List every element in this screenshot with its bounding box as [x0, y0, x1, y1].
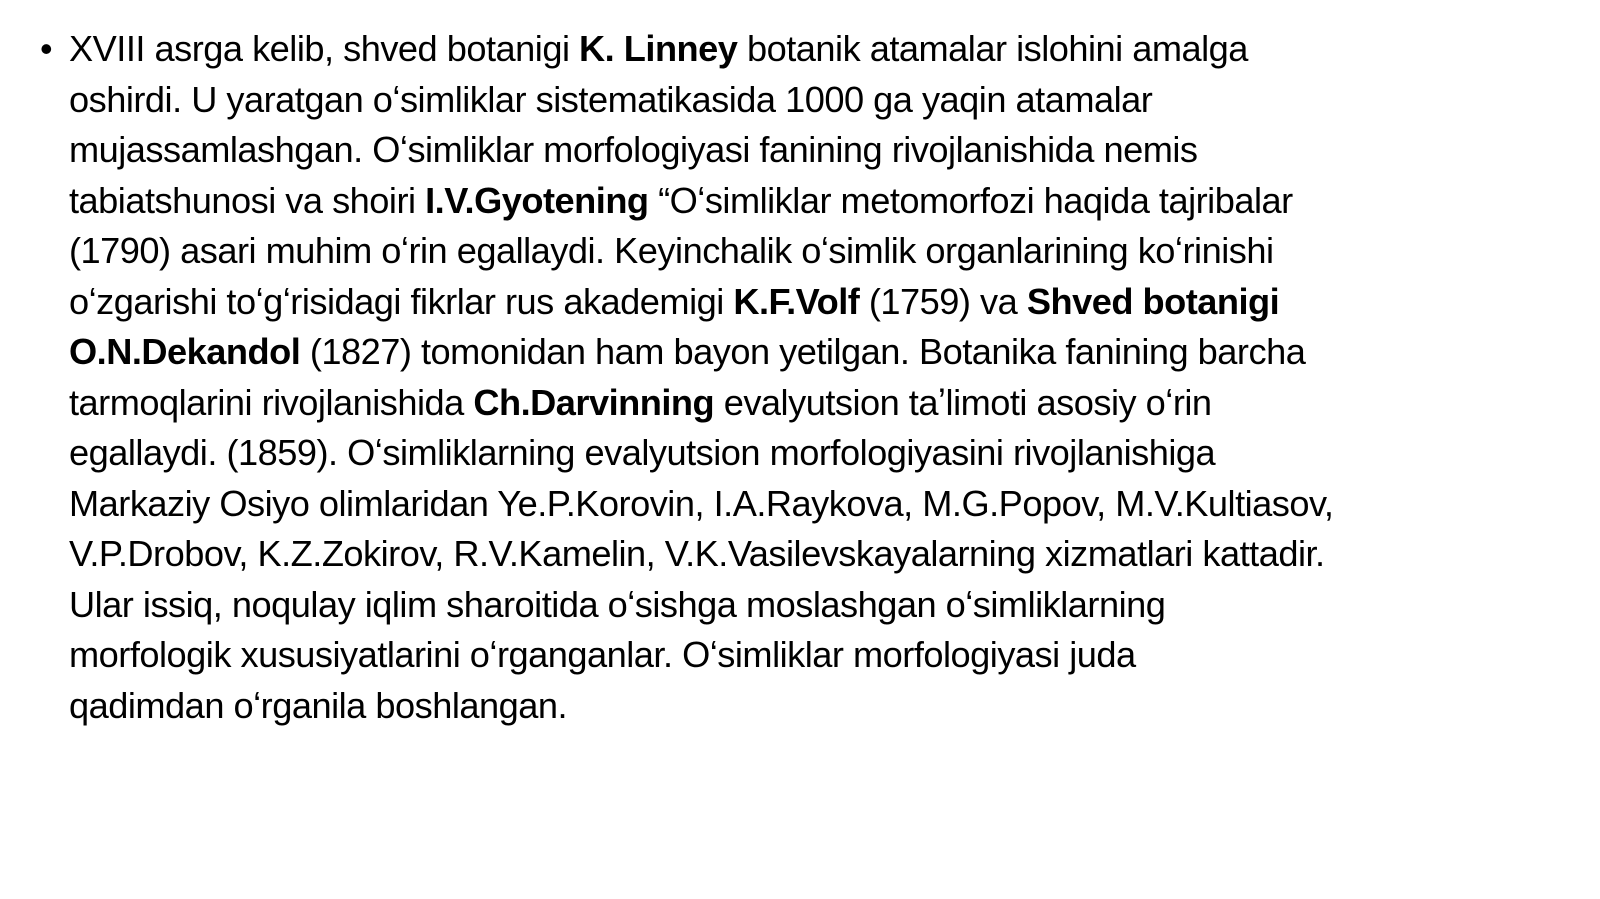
text-line — [69, 75, 1580, 126]
text-segment: Markaziy Osiyo olimlaridan Ye.P.Korovin, I.A.Raykova, M.G.Popov, M.V.Kultiasov, — [69, 482, 1334, 524]
bullet-list — [40, 24, 1580, 731]
text-line — [69, 24, 1580, 75]
text-line — [69, 378, 1580, 429]
text-line — [69, 176, 1580, 227]
bold-text-segment: Shved botanigi — [1026, 280, 1280, 322]
text-segment: oʻzgarishi toʻgʻrisidagi fikrlar rus akademigi — [69, 280, 734, 322]
bold-text-segment: K. Linney — [579, 28, 738, 69]
text-line — [69, 479, 1580, 530]
text-line — [69, 226, 1580, 277]
text-segment: (1759) va — [859, 280, 1027, 322]
bullet-icon: • — [40, 28, 53, 69]
bullet-item — [40, 24, 1580, 731]
text-segment: botanik atamalar islohini amalga — [737, 28, 1248, 69]
text-line — [69, 327, 1580, 378]
text-line — [69, 125, 1580, 176]
bold-text-segment: K.F.Volf — [733, 280, 860, 322]
text-segment: qadimdan oʻrganila boshlangan. — [69, 684, 568, 726]
text-line — [69, 428, 1580, 479]
bold-text-segment: I.V.Gyotening — [425, 179, 649, 221]
text-segment: “Oʻsimliklar metomorfozi haqida tajribalar — [648, 179, 1293, 221]
text-segment: (1790) asari muhim oʻrin egallaydi. Keyinchalik oʻsimlik organlarining koʻrinishi — [69, 230, 1274, 271]
bold-text-segment: O.N.Dekandol — [69, 331, 301, 372]
text-segment: oshirdi. U yaratgan oʻsimliklar sistematikasida 1000 ga yaqin atamalar — [69, 78, 1153, 120]
text-line — [69, 277, 1580, 328]
text-line — [69, 580, 1580, 631]
text-segment: evalyutsion taʼlimoti asosiy oʻrin — [714, 381, 1212, 423]
text-line — [69, 681, 1580, 732]
text-line — [69, 529, 1580, 580]
bold-text-segment: Ch.Darvinning — [473, 381, 715, 423]
text-segment: Ular issiq, noqulay iqlim sharoitida oʻsishga moslashgan oʻsimliklarning — [69, 583, 1166, 625]
text-segment: (1827) tomonidan ham bayon yetilgan. Botanika fanining barcha — [300, 331, 1306, 372]
paragraph-text — [69, 24, 1580, 731]
text-segment: tabiatshunosi va shoiri — [69, 179, 426, 221]
text-segment: egallaydi. (1859). Oʻsimliklarning evalyutsion morfologiyasini rivojlanishiga — [69, 432, 1216, 473]
text-line — [69, 630, 1580, 681]
text-segment: XVIII asrga kelib, shved botanigi — [69, 28, 580, 69]
text-segment: tarmoqlarini rivojlanishida — [69, 381, 474, 423]
text-segment: mujassamlashgan. Oʻsimliklar morfologiyasi fanining rivojlanishida nemis — [69, 129, 1198, 170]
text-segment: morfologik xususiyatlarini oʻrganganlar. Oʻsimliklar morfologiyasi juda — [69, 634, 1136, 675]
text-segment: V.P.Drobov, K.Z.Zokirov, R.V.Kamelin, V.K.Vasilevskayalarning xizmatlari kattadir. — [69, 533, 1325, 574]
